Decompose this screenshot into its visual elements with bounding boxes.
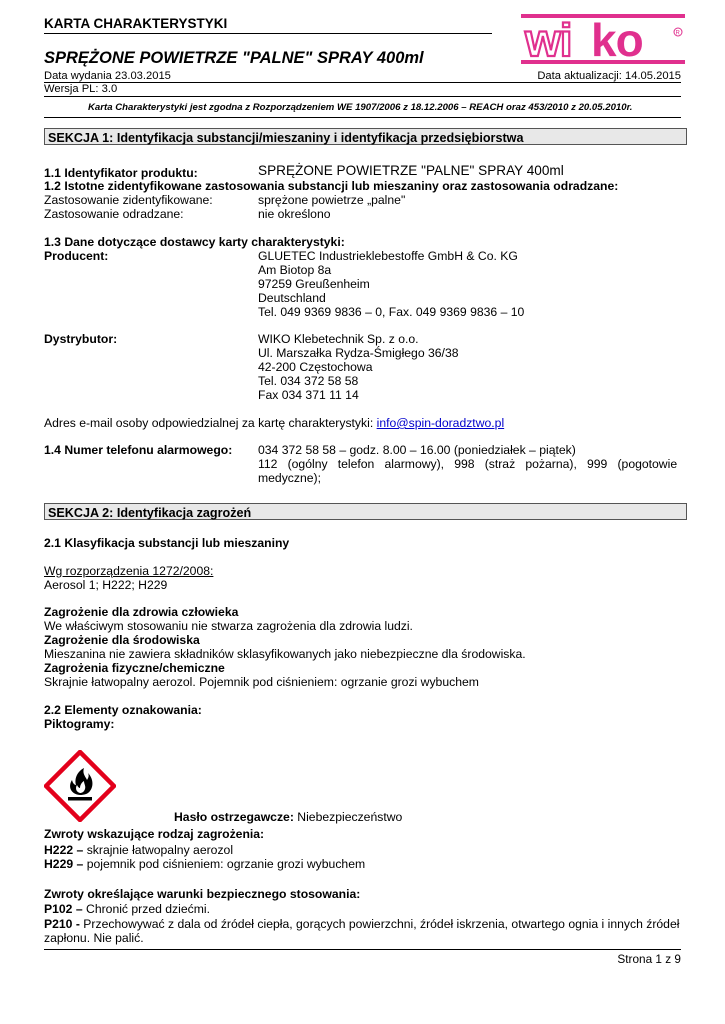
health-heading: Zagrożenie dla zdrowia człowieka: [44, 605, 239, 619]
p102-text: Chronić przed dziećmi.: [82, 902, 210, 916]
h222-text: skrajnie łatwopalny aerozol: [83, 843, 234, 857]
distributor-line: WIKO Klebetechnik Sp. z o.o.: [258, 332, 419, 346]
h229-statement: [44, 857, 365, 871]
regulation-note: Karta Charakterystyki jest zgodna z Rozporządzeniem WE 1907/2006 z 18.12.2006 – REACH oraz 453/2010 z 20.05.2010r.: [88, 102, 633, 113]
email-label: Adres e-mail osoby odpowiedzialnej za kartę charakterystyki:: [44, 416, 374, 430]
supplier-heading: 1.3 Dane dotyczące dostawcy karty charakterystyki:: [44, 235, 345, 249]
product-id-value: SPRĘŻONE POWIETRZE "PALNE" SPRAY 400ml: [258, 163, 564, 178]
p102-code: P102 –: [44, 902, 83, 916]
producer-address: [258, 249, 524, 319]
h222-statement: [44, 843, 233, 857]
section2-heading: SEKCJA 2: Identyfikacja zagrożeń: [44, 503, 687, 520]
wiko-logo: [521, 12, 685, 66]
advised-against-label: Zastosowanie odradzane:: [44, 207, 184, 221]
h229-code: H229 –: [44, 857, 84, 871]
physical-heading: Zagrożenia fizyczne/chemiczne: [44, 661, 225, 675]
product-id-label: 1.1 Identyfikator produktu:: [44, 166, 198, 180]
distributor-line: Tel. 034 372 58 58: [258, 374, 359, 388]
distributor-address: [258, 332, 459, 402]
hazard-statements-heading: Zwroty wskazujące rodzaj zagrożenia:: [44, 827, 265, 841]
producer-line: GLUETEC Industrieklebestoffe GmbH & Co. KG: [258, 249, 518, 263]
version: Wersja PL: 3.0: [44, 83, 118, 95]
version-rule: [44, 96, 681, 97]
note-rule: [44, 117, 681, 118]
health-text: We właściwym stosowaniu nie stwarza zagrożenia dla zdrowia ludzi.: [44, 619, 413, 633]
environment-text: Mieszanina nie zawiera składników sklasyfikowanych jako niebezpieczne dla środowiska.: [44, 647, 526, 661]
label-elements-heading: 2.2 Elementy oznakowania:: [44, 703, 202, 717]
advised-against-value: nie określono: [258, 207, 331, 221]
emergency-line: 112 (ogólny telefon alarmowy), 998 (straż pożarna), 999 (pogotowie: [258, 457, 678, 471]
svg-text:R: R: [675, 30, 680, 37]
date-rule: [44, 82, 681, 83]
svg-text:wi: wi: [525, 14, 572, 66]
section1-heading: SEKCJA 1: Identyfikacja substancji/mieszaniny i identyfikacja przedsiębiorstwa: [44, 128, 687, 145]
distributor-line: 42-200 Częstochowa: [258, 360, 373, 374]
producer-label: Producent:: [44, 249, 109, 263]
producer-line: 97259 Greußenheim: [258, 277, 370, 291]
precautionary-heading: Zwroty określające warunki bezpiecznego stosowania:: [44, 887, 361, 901]
regulation-reference: Wg rozporządzenia 1272/2008:: [44, 564, 214, 578]
producer-line: Tel. 049 9369 9836 – 0, Fax. 049 9369 9836 – 10: [258, 305, 525, 319]
page-number: Strona 1 z 9: [617, 952, 681, 966]
emergency-line: 034 372 58 58 – godz. 8.00 – 16.00 (poniedziałek – piątek): [258, 443, 576, 457]
flame-pictogram-icon: [44, 750, 116, 822]
signal-word-value: Niebezpieczeństwo: [293, 810, 403, 824]
h229-text: pojemnik pod ciśnieniem: ogrzanie grozi wybuchem: [83, 857, 366, 871]
p102-statement: [44, 902, 210, 916]
p210-text-continued: zapłonu. Nie palić.: [44, 931, 144, 945]
distributor-line: Fax 034 371 11 14: [258, 388, 359, 402]
distributor-label: Dystrybutor:: [44, 332, 118, 346]
producer-line: Deutschland: [258, 291, 326, 305]
distributor-line: Ul. Marszałka Rydza-Śmigłego 36/38: [258, 346, 459, 360]
email-link[interactable]: info@spin-doradztwo.pl: [376, 416, 505, 430]
p210-statement: [44, 917, 684, 945]
p210-code: P210 -: [44, 917, 80, 931]
emergency-line: medyczne);: [258, 471, 321, 485]
classification-value: Aerosol 1; H222; H229: [44, 578, 168, 592]
header-rule: [44, 33, 492, 34]
environment-heading: Zagrożenie dla środowiska: [44, 633, 200, 647]
p210-text: Przechowywać z dala od źródeł ciepła, gorących powierzchni, źródeł iskrzenia, otwartego ognia i innych źródeł: [79, 917, 680, 931]
signal-word-row: [174, 810, 402, 824]
identified-use-value: sprężone powietrze „palne": [258, 193, 406, 207]
issue-date: Data wydania 23.03.2015: [44, 70, 171, 82]
uses-heading: 1.2 Istotne zidentyfikowane zastosowania substancji lub mieszaniny oraz zastosowania odradzane:: [44, 179, 619, 193]
footer-rule: [44, 949, 681, 950]
h222-code: H222 –: [44, 843, 84, 857]
identified-use-label: Zastosowanie zidentyfikowane:: [44, 193, 213, 207]
classification-heading: 2.1 Klasyfikacja substancji lub mieszaniny: [44, 536, 290, 550]
update-date: Data aktualizacji: 14.05.2015: [537, 70, 681, 82]
signal-word-label: Hasło ostrzegawcze:: [174, 810, 294, 824]
pictograms-heading: Piktogramy:: [44, 717, 115, 731]
email-row: [44, 416, 504, 430]
svg-text:ko: ko: [591, 14, 643, 66]
producer-line: Am Biotop 8a: [258, 263, 332, 277]
emergency-numbers: [258, 443, 681, 485]
emergency-label: 1.4 Numer telefonu alarmowego:: [44, 443, 233, 457]
document-type: KARTA CHARAKTERYSTYKI: [44, 16, 228, 31]
product-title: SPRĘŻONE POWIETRZE "PALNE" SPRAY 400ml: [44, 49, 424, 67]
physical-text: Skrajnie łatwopalny aerozol. Pojemnik pod ciśnieniem: ogrzanie grozi wybuchem: [44, 675, 479, 689]
